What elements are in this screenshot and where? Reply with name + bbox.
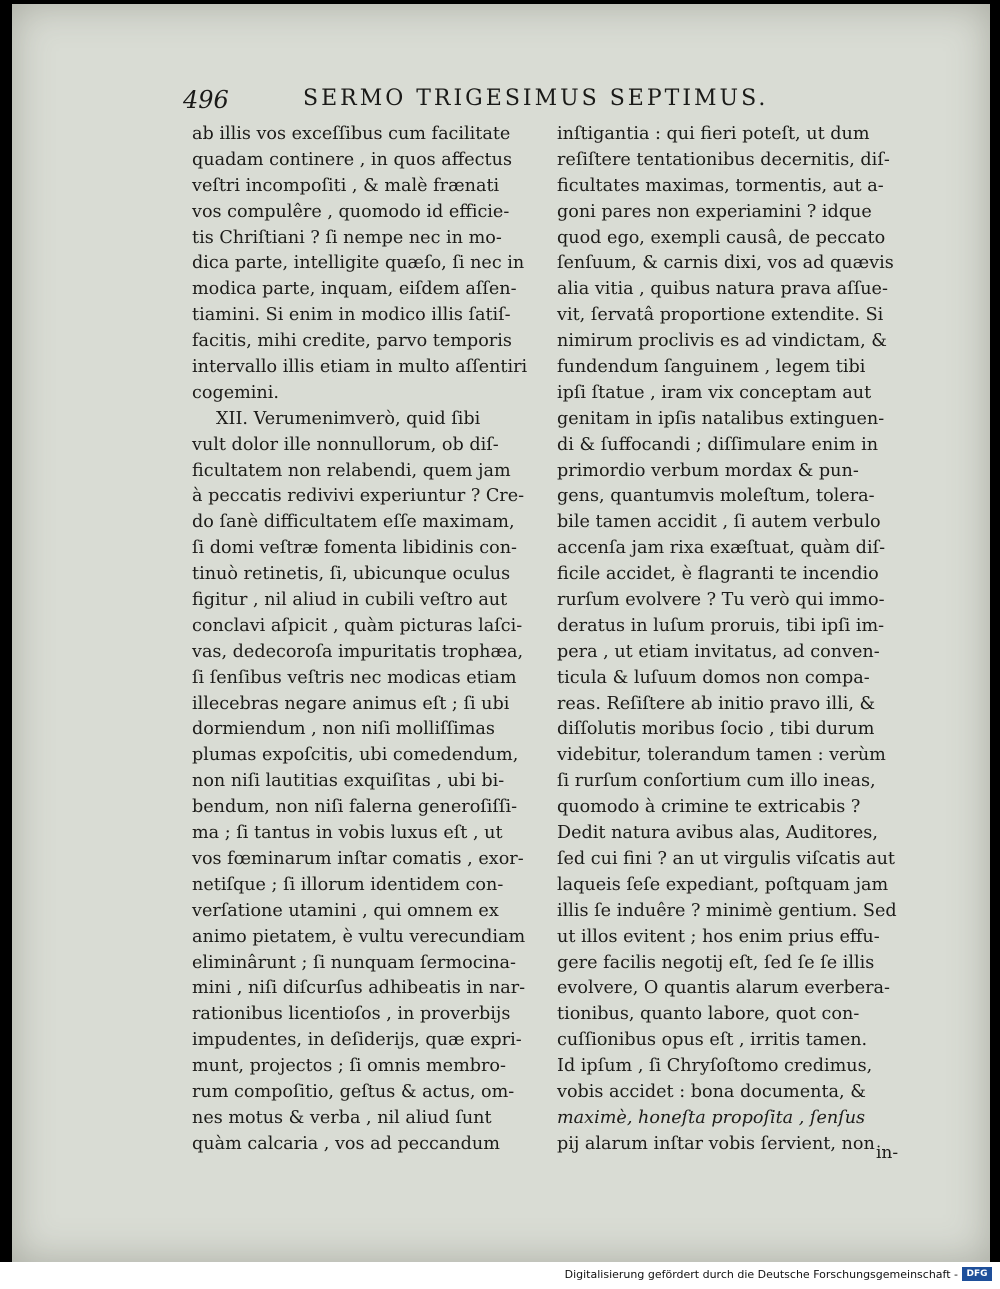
text-line: reſiſtere tentationibus decernitis, diſ- — [557, 149, 890, 170]
text-line: quomodo à crimine te extricabis ? — [557, 797, 861, 818]
text-line: eliminârunt ; ſi nunquam ſermocina- — [192, 952, 516, 973]
text-line: videbitur, tolerandum tamen : verùm — [557, 745, 886, 766]
text-line: animo pietatem, è vultu verecundiam — [192, 926, 526, 947]
text-line: nes motus & verba , nil aliud ſunt — [192, 1107, 492, 1128]
text-line: illis ſe induêre ? minimè gentium. Sed — [557, 900, 897, 921]
text-line: pera , ut etiam invitatus, ad conven- — [557, 641, 880, 662]
text-line: nimirum proclivis es ad vindictam, & — [557, 331, 887, 352]
text-line: goni pares non experiamini ? idque — [557, 201, 872, 222]
text-line: vos compulêre , quomodo id efficie- — [192, 201, 510, 222]
text-line: rurſum evolvere ? Tu verò qui immo- — [557, 590, 885, 611]
text-line: non niſi lautitias exquiſitas , ubi bi- — [192, 771, 505, 792]
text-line: illecebras negare animus eſt ; ſi ubi — [192, 693, 510, 714]
text-line: ſed cui fini ? an ut virgulis viſcatis aut — [557, 848, 895, 869]
text-line: rationibus licentioſos , in proverbijs — [192, 1004, 511, 1025]
text-line: vobis accidet : bona documenta, & — [557, 1081, 866, 1102]
text-line: rum compoſitio, geſtus & actus, om- — [192, 1081, 515, 1102]
text-line: tinuò retinetis, ſi, ubicunque oculus — [192, 564, 511, 585]
text-line: ipſi ſtatue , iram vix conceptam aut — [557, 382, 872, 403]
text-line: ficile accidet, è flagranti te incendio — [557, 564, 879, 585]
text-line: primordio verbum mordax & pun- — [557, 460, 859, 481]
right-text-column — [557, 122, 917, 1158]
text-line: à peccatis redivivi experiuntur ? Cre- — [192, 486, 525, 507]
text-line: figitur , nil aliud in cubili veſtro aut — [192, 590, 508, 611]
text-line: ficultatem non relabendi, quem jam — [192, 460, 511, 481]
text-line: ab illis vos exceſſibus cum facilitate — [192, 124, 511, 144]
page-number: 496 — [183, 86, 229, 114]
text-line: tiamini. Si enim in modico illis ſatiſ- — [192, 305, 511, 326]
text-line: netiſque ; ſi illorum identidem con- — [192, 874, 504, 895]
text-line: tionibus, quanto labore, quot con- — [557, 1004, 860, 1025]
text-line: vas, dedecoroſa impuritatis trophæa, — [192, 641, 524, 662]
text-line: quàm calcaria , vos ad peccandum — [192, 1133, 500, 1154]
text-line: bile tamen accidit , ſi autem verbulo — [557, 512, 881, 533]
text-line: Id ipſum , ſi Chryſoſtomo credimus, — [557, 1056, 873, 1077]
text-line: ut illos evitent ; hos enim prius effu- — [557, 926, 880, 947]
running-title: SERMO TRIGESIMUS SEPTIMUS. — [303, 86, 769, 111]
text-line: maximè, honeſta propoſita , ſenſus — [557, 1107, 866, 1128]
text-line: XII. Verumenimverò, quid ſibi — [216, 408, 481, 429]
text-line: vit, ſervatâ proportione extendite. Si — [557, 305, 884, 326]
text-line: ſi rurſum conſortium cum illo ineas, — [557, 771, 876, 792]
running-head — [183, 86, 783, 120]
text-line: inſtigantia : qui fieri poteſt, ut dum — [557, 124, 870, 144]
catchword: in- — [876, 1143, 899, 1163]
dfg-logo: DFG — [962, 1267, 992, 1281]
text-line: impudentes, in deſiderijs, quæ expri- — [192, 1030, 522, 1051]
text-line: quod ego, exempli causâ, de peccato — [557, 227, 886, 248]
text-line: alia vitia , quibus natura prava aſſue- — [557, 279, 888, 300]
text-line: diſſolutis moribus ſocio , tibi durum — [557, 719, 875, 740]
text-line: mini , niſi diſcurſus adhibeatis in nar- — [192, 978, 526, 999]
text-line: quadam continere , in quos affectus — [192, 149, 512, 170]
text-line: laqueis ſeſe expediant, poſtquam jam — [557, 874, 889, 895]
text-line: ma ; ſi tantus in vobis luxus eſt , ut — [192, 823, 503, 844]
footer-bar — [0, 1262, 1000, 1289]
text-line: fundendum ſanguinem , legem tibi — [557, 357, 866, 378]
text-line: gere facilis negotij eſt, ſed ſe ſe illis — [557, 952, 875, 973]
text-line: Dedit natura avibus alas, Auditores, — [557, 823, 878, 844]
text-line: plumas expoſcitis, ubi comedendum, — [192, 745, 519, 766]
text-line: do ſanè difficultatem eſſe maximam, — [192, 512, 515, 533]
text-line: cogemini. — [192, 382, 279, 403]
text-line: ſi domi veſtræ fomenta libidinis con- — [192, 538, 517, 559]
text-line: vos fœminarum inſtar comatis , exor- — [192, 848, 524, 869]
text-line: bendum, non niſi falerna generoſiſſi- — [192, 797, 518, 818]
text-line: di & ſuffocandi ; diſſimulare enim in — [557, 434, 879, 455]
text-line: modica parte, inquam, eiſdem aſſen- — [192, 279, 517, 300]
text-line: pij alarum inſtar vobis ſervient, non — [557, 1133, 875, 1154]
text-line: intervallo illis etiam in multo aſſentiri — [192, 357, 528, 378]
scan-border — [0, 0, 12, 1262]
text-line: reas. Reſiſtere ab initio pravo illi, & — [557, 693, 876, 714]
text-line: conclavi aſpicit , quàm picturas laſci- — [192, 615, 523, 636]
text-line: ficultates maximas, tormentis, aut a- — [557, 175, 884, 196]
text-line: vult dolor ille nonnullorum, ob diſ- — [192, 434, 499, 455]
footer-credit: Digitalisierung gefördert durch die Deutsche Forschungsgemeinschaft - — [564, 1268, 958, 1281]
text-line: facitis, mihi credite, parvo temporis — [192, 331, 512, 352]
text-line: tis Chriſtiani ? ſi nempe nec in mo- — [192, 227, 502, 248]
text-line: munt, projectos ; ſi omnis membro- — [192, 1056, 506, 1077]
text-line: genitam in ipſis natalibus extinguen- — [557, 408, 885, 429]
text-line: deratus in luſum proruis, tibi ipſi im- — [557, 615, 885, 636]
text-line: dormiendum , non niſi molliſſimas — [192, 719, 495, 740]
text-line: accenſa jam rixa exæſtuat, quàm diſ- — [557, 538, 886, 559]
left-text-column — [192, 122, 542, 1158]
text-line: ſenſuum, & carnis dixi, vos ad quævis — [557, 253, 894, 274]
text-line: evolvere, O quantis alarum everbera- — [557, 978, 890, 999]
text-line: ticula & luſuum domos non compa- — [557, 667, 870, 688]
text-line: gens, quantumvis moleſtum, tolera- — [557, 486, 875, 507]
text-line: verſatione utamini , qui omnem ex — [192, 900, 499, 921]
text-line: veſtri incompoſiti , & malè frænati — [192, 175, 500, 196]
text-line: dica parte, intelligite quæſo, ſi nec in — [192, 253, 525, 274]
text-line: ſi ſenſibus veſtris nec modicas etiam — [192, 667, 517, 688]
text-line: cuſſionibus opus eſt , irritis tamen. — [557, 1030, 868, 1051]
